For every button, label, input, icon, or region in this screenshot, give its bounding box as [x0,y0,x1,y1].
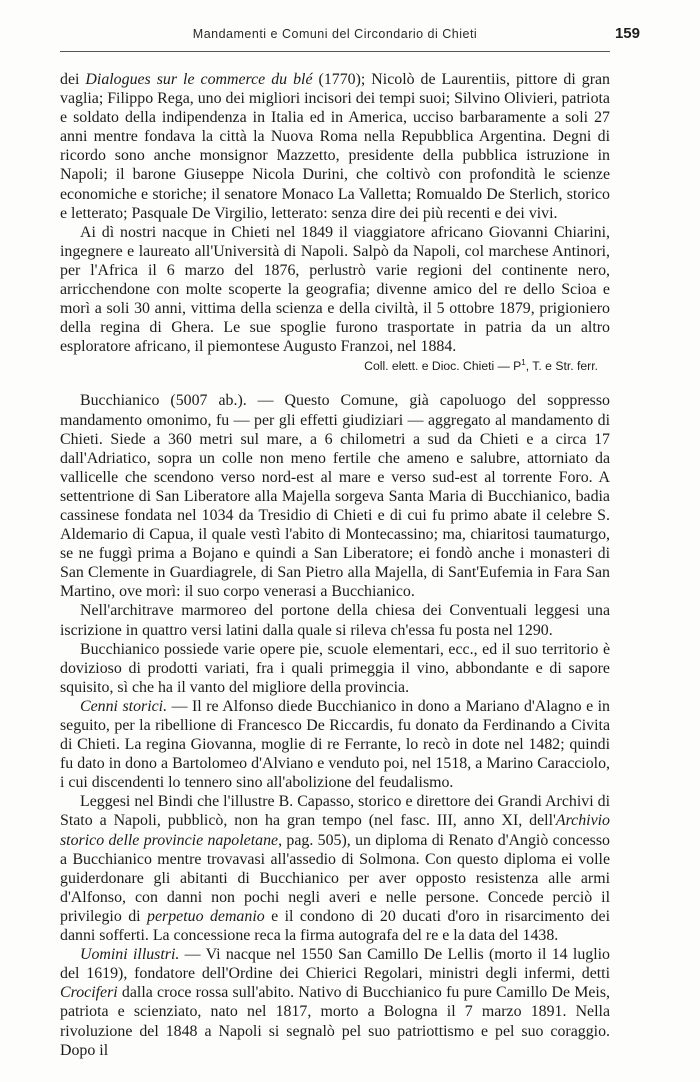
page-number: 159 [614,25,640,42]
paragraph: Ai dì nostri nacque in Chieti nel 1849 il viaggiatore africano Giovanni Chiarini, ingegnere e laureato all'Università di Napoli. Salpò da Napoli, col marchese Antinori, per l'Africa il 6 marzo del 1876, perlustrò varie regioni del continente nero, arricchendone con molte scoperte la geografia; divenne amico del re dello Scioa e morì a soli 30 anni, vittima della scienza e della civiltà, il 5 ottobre 1879, prigioniero della regina di Ghera. Le sue spoglie furono trasportate in patria da un altro esploratore africano, il piemontese Augusto Franzoi, nel 1884. [60,223,610,356]
text-run: dalla croce rossa sull'abito. Nativo di Bucchianico fu pure Camillo De Meis, patriota e scienziato, nato nel 1817, morto a Bologna il 7 marzo 1891. Nella rivoluzione del 1848 a Napoli si segnalò pel suo patriottismo e pel suo coraggio. Dopo il [60,984,610,1059]
paragraph [60,70,610,223]
page-header [60,25,640,49]
paragraph [60,697,610,792]
text-run: , pag. 505), un diploma di Renato d'Angiò concesso a Bucchianico mentre trovavasi all'assedio di Solmona. Con questo diploma ei volle guiderdonare gli abitanti di Bucchianico per aver opposto resistenza alle armi d'Alfonso, con danni non pochi negli averi e nelle persone. Concede perciò il privilegio di [60,831,610,925]
text-run: (5007 ab.). — Questo Comune, già capoluogo del soppresso mandamento omonimo, fu — per gli effetti giudiziari — aggregato al mandamento di Chieti. Siede a 360 metri sul mare, a 6 chilometri a sud da Chieti e a circa 17 dall'Adriatico, sopra un colle non meno fertile che ameno e salubre, attorniato da vallicelle che scendono verso nord-est al mare e verso sud-est al torrente Foro. A settentrione di San Liberatore alla Majella sorgeva Santa Maria di Bucchianico, badia cassinese fondata nel 1034 da Tresidio di Chieti e di cui fu primo abate il celebre S. Aldemario di Capua, il quale vestì l'abito di Montecassino; ma, chiaritosi taumaturgo, se ne fuggì prima a Bojano e quindi a San Liberatore; ei fondò anche i monasteri di San Clemente in Guardiagrele, di San Pietro alla Majella, di Sant'Eufemia in Fara San Martino, ove morì: il suo corpo venerasi a Bucchianico. [60,392,610,601]
book-title: Dialogues sur le commerce du blé [85,71,313,88]
paragraph: Bucchianico possiede varie opere pie, scuole elementari, ecc., ed il suo territorio è dovizioso di prodotti variati, fra i quali primeggia il vino, abbondante e di sapore squisito, sì che ha il vanto del migliore della provincia. [60,640,610,696]
source-note-text: , T. e Str. ferr. [525,359,598,374]
latin-term: perpetuo demanio [147,907,265,925]
paragraph [60,792,610,945]
journal-title: Archivio storico delle provincie napoletane [60,812,610,849]
section-title: Bucchianico [80,392,160,410]
paragraph [60,391,610,601]
text-run: (1770); Nicolò de Laurentiis, pittore di gran vaglia; Filippo Rega, uno dei migliori incisori dei tempi suoi; Silvino Olivieri, patriota e soldato della indipendenza in Italia ed in America, ucciso barbaramente a soli 27 anni mentre fondava la città la Nuova Roma nella Repubblica Argentina. Degni di ricordo sono anche monsignor Mazzetto, presidente della pubblica istruzione in Napoli; il barone Giuseppe Nicola Durini, che coltivò con profondità le scienze economiche e storiche; il senatore Monaco La Valletta; Romualdo De Sterlich, storico e letterato; Pasquale De Virgilio, letterato: senza dire dei più recenti e dei vivi. [60,71,611,222]
text-run: Leggesi nel Bindi che l'illustre B. Capasso, storico e direttore dei Grandi Archivi di Stato a Napoli, pubblicò, non ha gran tempo (nel fasc. III, anno XI, dell' [60,793,610,830]
paragraph: Nell'architrave marmoreo del portone della chiesa dei Conventuali leggesi una iscrizione in quattro versi latini dalla quale si rileva ch'essa fu posta nel 1290. [60,602,610,639]
subsection-label: Cenni storici. [80,697,168,715]
source-note [60,357,610,375]
text-run: — Il re Alfonso diede Bucchianico in dono a Mariano d'Alagno e in seguito, per la ribellione di Francesco De Riccardis, fu donato da Ferdinando a Civita di Chieti. La regina Giovanna, moglie di re Ferrante, lo recò in dote nel 1482; quindi fu dato in dono a Bartolomeo d'Alviano e venduto poi, nel 1518, a Marino Caracciolo, i cui discendenti lo tennero sino all'abolizione del feudalismo. [60,697,611,792]
subsection-label: Uomini illustri. [80,946,180,964]
running-title: Mandamenti e Comuni del Circondario di Chieti [192,27,478,41]
header-rule [60,51,610,52]
source-note-superscript: 1 [521,358,526,368]
main-text [60,70,610,1060]
text-run: dei [60,71,86,88]
text-run: e il condono di 20 ducati d'oro in risarcimento dei danni sofferti. La concessione reca la firma autografa del re e la data del 1438. [60,907,610,945]
paragraph [60,945,610,1060]
source-note-text: Coll. elett. e Dioc. Chieti — P [364,359,522,374]
text-run: — Vi nacque nel 1550 San Camillo De Lellis (morto il 14 luglio del 1619), fondatore dell'Ordine dei Chierici Regolari, ministri degli infermi, detti [60,946,610,983]
order-name: Crociferi [60,984,118,1002]
